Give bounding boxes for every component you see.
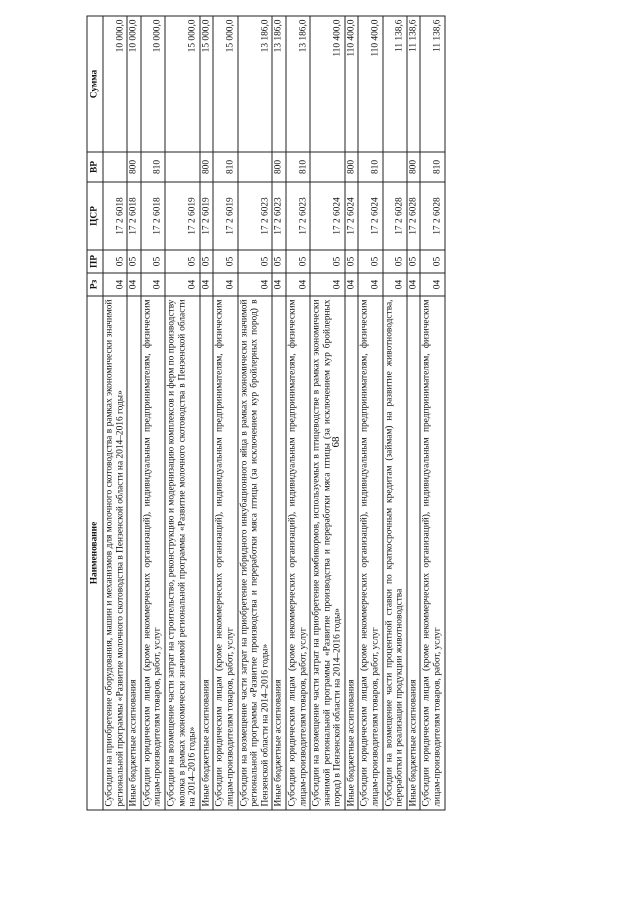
table-row [141,16,165,810]
table-row [200,16,214,810]
cell-name: Субсидии юридическим лицам (кроме некоммерческих организаций), индивидуальным предпринимателям, физическим лицам-производителям товаров, работ, услуг [358,296,382,810]
page-number: 68 [330,436,342,448]
rotated-page-content [87,17,524,811]
cell-pr: 05 [286,250,310,273]
cell-rz: 04 [345,273,359,296]
cell-csr: 17 2 6018 [103,182,127,250]
cell-vr: 810 [141,152,165,182]
cell-csr: 17 2 6024 [345,182,359,250]
cell-csr: 17 2 6018 [141,182,165,250]
cell-csr: 17 2 6028 [407,182,421,250]
cell-rz: 04 [200,273,214,296]
cell-rz: 04 [213,273,237,296]
header-vr: ВР [87,152,103,182]
cell-rz: 04 [238,273,273,296]
cell-pr: 05 [383,250,407,273]
cell-csr: 17 2 6019 [200,182,214,250]
cell-rz: 04 [358,273,382,296]
cell-rz: 04 [272,273,286,296]
table-row [213,16,237,810]
cell-sum: 13 186,0 [272,16,286,152]
cell-name: Субсидии на приобретение оборудования, машин и механизмов для молочного скотоводства в рамках экономически значимой региональной программы «Развитие молочного скотоводства в Пензенской области на 2014–2016 годы» [103,296,127,810]
cell-rz: 04 [127,273,141,296]
cell-csr: 17 2 6024 [358,182,382,250]
cell-csr: 17 2 6019 [213,182,237,250]
table-row [407,16,421,810]
cell-pr: 05 [272,250,286,273]
header-name: Наименование [87,296,103,810]
cell-sum: 10 000,0 [141,16,165,152]
cell-rz: 04 [141,273,165,296]
cell-vr: 810 [213,152,237,182]
cell-name: Иные бюджетные ассигнования [345,296,359,810]
cell-vr: 810 [358,152,382,182]
cell-name: Субсидии на возмещение части затрат на строительство, реконструкцию и модернизацию комплексов и ферм по производству молока в рамках экономически значимой региональной программы «Развитие молочного скотоводства в Пензенской области на 2014–2016 годы» [165,296,200,810]
table-row [383,16,407,810]
table-row [127,16,141,810]
cell-name: Иные бюджетные ассигнования [200,296,214,810]
cell-sum: 110 400,0 [310,16,345,152]
cell-sum: 110 400,0 [358,16,382,152]
cell-sum: 110 400,0 [345,16,359,152]
cell-pr: 05 [358,250,382,273]
table-row [165,16,200,810]
cell-name: Субсидии юридическим лицам (кроме некоммерческих организаций), индивидуальным предпринимателям, физическим лицам-производителям товаров, работ, услуг [213,296,237,810]
table-row [272,16,286,810]
cell-name: Субсидии на возмещение части затрат на приобретение гибридного инкубационного яйца в рамках экономически значимой региональной программы «Развитие производства и переработки мяса птицы (за исключением кур бройлерных пород) в Пензенской области на 2014–2016 годы» [238,296,273,810]
cell-name: Иные бюджетные ассигнования [407,296,421,810]
cell-pr: 05 [345,250,359,273]
cell-vr [165,152,200,182]
header-csr: ЦСР [87,182,103,250]
cell-sum: 15 000,0 [200,16,214,152]
cell-pr: 05 [213,250,237,273]
cell-rz: 04 [165,273,200,296]
cell-csr: 17 2 6028 [383,182,407,250]
cell-sum: 11 138,6 [420,16,444,152]
table-row [286,16,310,810]
cell-sum: 10 000,0 [127,16,141,152]
cell-vr [103,152,127,182]
cell-vr: 800 [407,152,421,182]
cell-sum: 11 138,6 [407,16,421,152]
table-header-row [87,16,103,810]
table-row [345,16,359,810]
cell-pr: 05 [103,250,127,273]
cell-vr [383,152,407,182]
cell-name: Субсидии юридическим лицам (кроме некоммерческих организаций), индивидуальным предпринимателям, физическим лицам-производителям товаров, работ, услуг [420,296,444,810]
cell-vr: 800 [272,152,286,182]
cell-vr: 800 [127,152,141,182]
table-row [310,16,345,810]
cell-csr: 17 2 6018 [127,182,141,250]
header-rz: Рз [87,273,103,296]
header-sum: Сумма [87,16,103,152]
cell-name: Иные бюджетные ассигнования [272,296,286,810]
table-row [358,16,382,810]
cell-name: Иные бюджетные ассигнования [127,296,141,810]
cell-csr: 17 2 6028 [420,182,444,250]
cell-vr: 800 [345,152,359,182]
cell-pr: 05 [407,250,421,273]
cell-pr: 05 [310,250,345,273]
cell-csr: 17 2 6023 [238,182,273,250]
table-row [103,16,127,810]
cell-rz: 04 [286,273,310,296]
cell-csr: 17 2 6024 [310,182,345,250]
cell-vr: 810 [286,152,310,182]
cell-pr: 05 [165,250,200,273]
cell-pr: 05 [127,250,141,273]
cell-vr: 810 [420,152,444,182]
cell-vr: 800 [200,152,214,182]
cell-name: Субсидии на возмещение части процентной ставки по краткосрочным кредитам (займам) на развитие животноводства, переработки и реализации продукции животноводства [383,296,407,810]
header-pr: ПР [87,250,103,273]
cell-name: Субсидии юридическим лицам (кроме некоммерческих организаций), индивидуальным предпринимателям, физическим лицам-производителям товаров, работ, услуг [141,296,165,810]
cell-pr: 05 [141,250,165,273]
table-row [420,16,444,810]
cell-sum: 15 000,0 [213,16,237,152]
budget-table [87,16,446,811]
cell-pr: 05 [420,250,444,273]
cell-csr: 17 2 6023 [272,182,286,250]
cell-name: Субсидии на возмещение части затрат на приобретение комбикормов, используемых в птицеводстве в рамках экономически значимой региональной программы «Развитие производства и переработки мяса птицы (за исключением кур бройлерных пород) в Пензенской области на 2014–2016 годы» [310,296,345,810]
cell-rz: 04 [103,273,127,296]
cell-rz: 04 [420,273,444,296]
cell-sum: 13 186,0 [238,16,273,152]
cell-csr: 17 2 6019 [165,182,200,250]
cell-rz: 04 [407,273,421,296]
cell-csr: 17 2 6023 [286,182,310,250]
cell-pr: 05 [200,250,214,273]
table-row [238,16,273,810]
cell-pr: 05 [238,250,273,273]
cell-sum: 13 186,0 [286,16,310,152]
cell-name: Субсидии юридическим лицам (кроме некоммерческих организаций), индивидуальным предпринимателям, физическим лицам-производителям товаров, работ, услуг [286,296,310,810]
cell-rz: 04 [310,273,345,296]
cell-sum: 11 138,6 [383,16,407,152]
cell-sum: 10 000,0 [103,16,127,152]
cell-sum: 15 000,0 [165,16,200,152]
cell-vr [310,152,345,182]
cell-rz: 04 [383,273,407,296]
cell-vr [238,152,273,182]
